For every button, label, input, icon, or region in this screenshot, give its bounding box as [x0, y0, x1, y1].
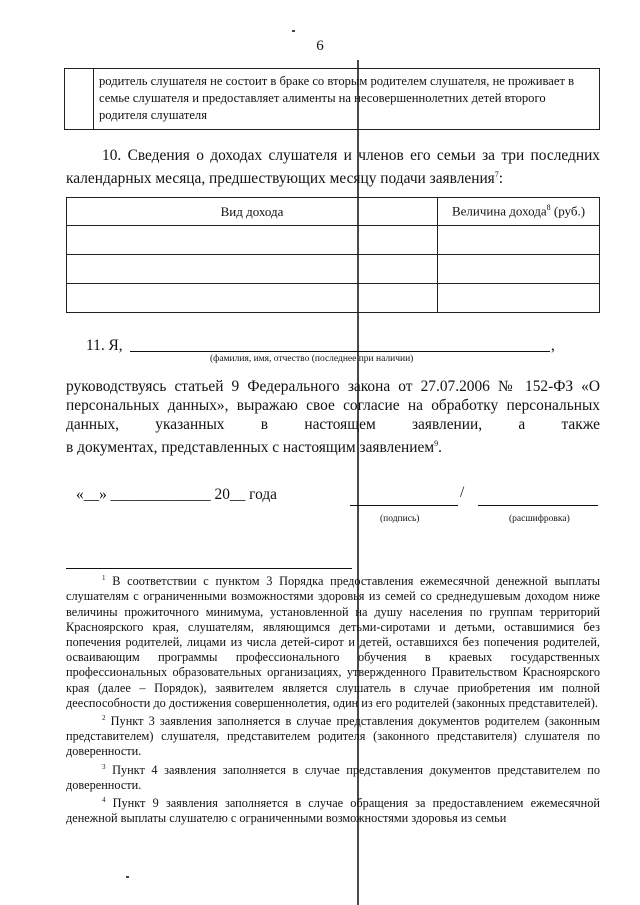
income-amount-cell[interactable]	[438, 226, 600, 255]
footnote-text: В соответствии с пунктом 3 Порядка предоставления ежемесячной денежной выплаты слушателям с ограниченными возможностями здоровья из семей со среднедушевым доходом ниже величины прожиточного минимума, установленной на душу населения по группам территорий Красноярского края, слушателям, являющимся детьми-сиротами и детьми, оставшимися без попечения родителей, лицами из числа детей-сирот и детей, оставшихся без попечения родителей, осваивающим программы профессионального обучения в краевых государственных профессиональных образовательных организациях, утвержденного Правительством Красноярского края (далее – Порядок), заявителем является слушатель в случае приобретения им полной дееспособности до достижения совершеннолетия, один из его родителей (законных представителей).	[66, 574, 600, 710]
footnote-text: Пункт 3 заявления заполняется в случае представления документов родителем (законным представителем) слушателя, представителем родителя (законного представителя) слушателя по доверенности.	[66, 714, 600, 759]
footnote-ref: 8	[546, 203, 551, 213]
consent-line-last	[66, 434, 600, 457]
signature-slash: /	[460, 484, 465, 501]
table-row	[67, 255, 600, 284]
footnote-number: 3	[102, 762, 106, 771]
footnote	[66, 711, 600, 760]
income-amount-cell[interactable]	[438, 255, 600, 284]
income-type-cell[interactable]	[67, 284, 438, 313]
consent-line: данных, указанных в настоящем заявлении, а также	[66, 416, 600, 433]
income-type-cell[interactable]	[67, 226, 438, 255]
footnote-number: 1	[102, 574, 106, 582]
decode-caption: (расшифровка)	[509, 514, 570, 524]
income-type-cell[interactable]	[67, 255, 438, 284]
page-number: 6	[316, 38, 324, 54]
criteria-text: родитель слушателя не состоит в браке со вторым родителем слушателя, не проживает в семье слушателя и предоставляет алименты на несовершеннолетних детей второго родителя слушателя	[99, 74, 575, 122]
section-11-label: 11. Я,	[86, 337, 123, 354]
scan-speck	[292, 30, 295, 32]
footnote-number: 4	[102, 796, 106, 805]
footnote-ref: 7	[494, 170, 499, 179]
consent-line-end: .	[438, 439, 442, 457]
footnote	[66, 760, 600, 794]
criteria-table-row	[64, 68, 600, 130]
footnote-text: Пункт 9 заявления заполняется в случае обращения за предоставлением ежемесячной денежной выплаты слушателю с ограниченными возможностями здоровья из семьи	[66, 796, 600, 826]
table-row	[67, 226, 600, 255]
table-row	[67, 284, 600, 313]
footnote-separator	[66, 568, 352, 569]
income-amount-header	[438, 198, 600, 226]
section-10-heading	[66, 146, 600, 188]
checkbox-cell[interactable]	[65, 69, 94, 129]
consent-text	[66, 377, 600, 457]
income-amount-unit: (руб.)	[550, 203, 586, 219]
signature-caption: (подпись)	[380, 514, 420, 524]
footnotes	[66, 571, 600, 827]
consent-line: персональных данных», выражаю свое согласие на обработку персональных	[66, 397, 600, 414]
consent-line: руководствуясь статьей 9 Федерального закона от 27.07.2006 № 152-ФЗ «О	[66, 378, 600, 395]
footnote-ref: 9	[434, 439, 439, 448]
footnote	[66, 571, 600, 711]
section-10-text: 10. Сведения о доходах слушателя и членов его семьи за три последних календарных месяца, предшествующих месяцу подачи заявления	[66, 147, 600, 188]
income-table	[66, 197, 600, 313]
footnote-number: 2	[102, 713, 106, 722]
fio-comma: ,	[551, 337, 555, 354]
fio-caption: (фамилия, имя, отчество (последнее при наличии)	[210, 354, 414, 364]
footnote	[66, 793, 600, 827]
income-type-header: Вид дохода	[67, 198, 438, 226]
scan-speck	[126, 876, 129, 878]
signature-line[interactable]	[350, 505, 458, 506]
footnote-text: Пункт 4 заявления заполняется в случае представления документов представителем по доверенности.	[66, 762, 600, 792]
income-table-header	[67, 198, 600, 226]
income-amount-cell[interactable]	[438, 284, 600, 313]
consent-line-text: в документах, представленных с настоящим заявлением	[66, 439, 435, 457]
income-amount-label: Величина дохода	[451, 203, 547, 219]
decode-line[interactable]	[478, 505, 598, 506]
date-field[interactable]: «__» _____________ 20__ года	[76, 486, 277, 503]
section-10-end: :	[498, 170, 504, 188]
fio-input-line[interactable]	[130, 351, 550, 352]
